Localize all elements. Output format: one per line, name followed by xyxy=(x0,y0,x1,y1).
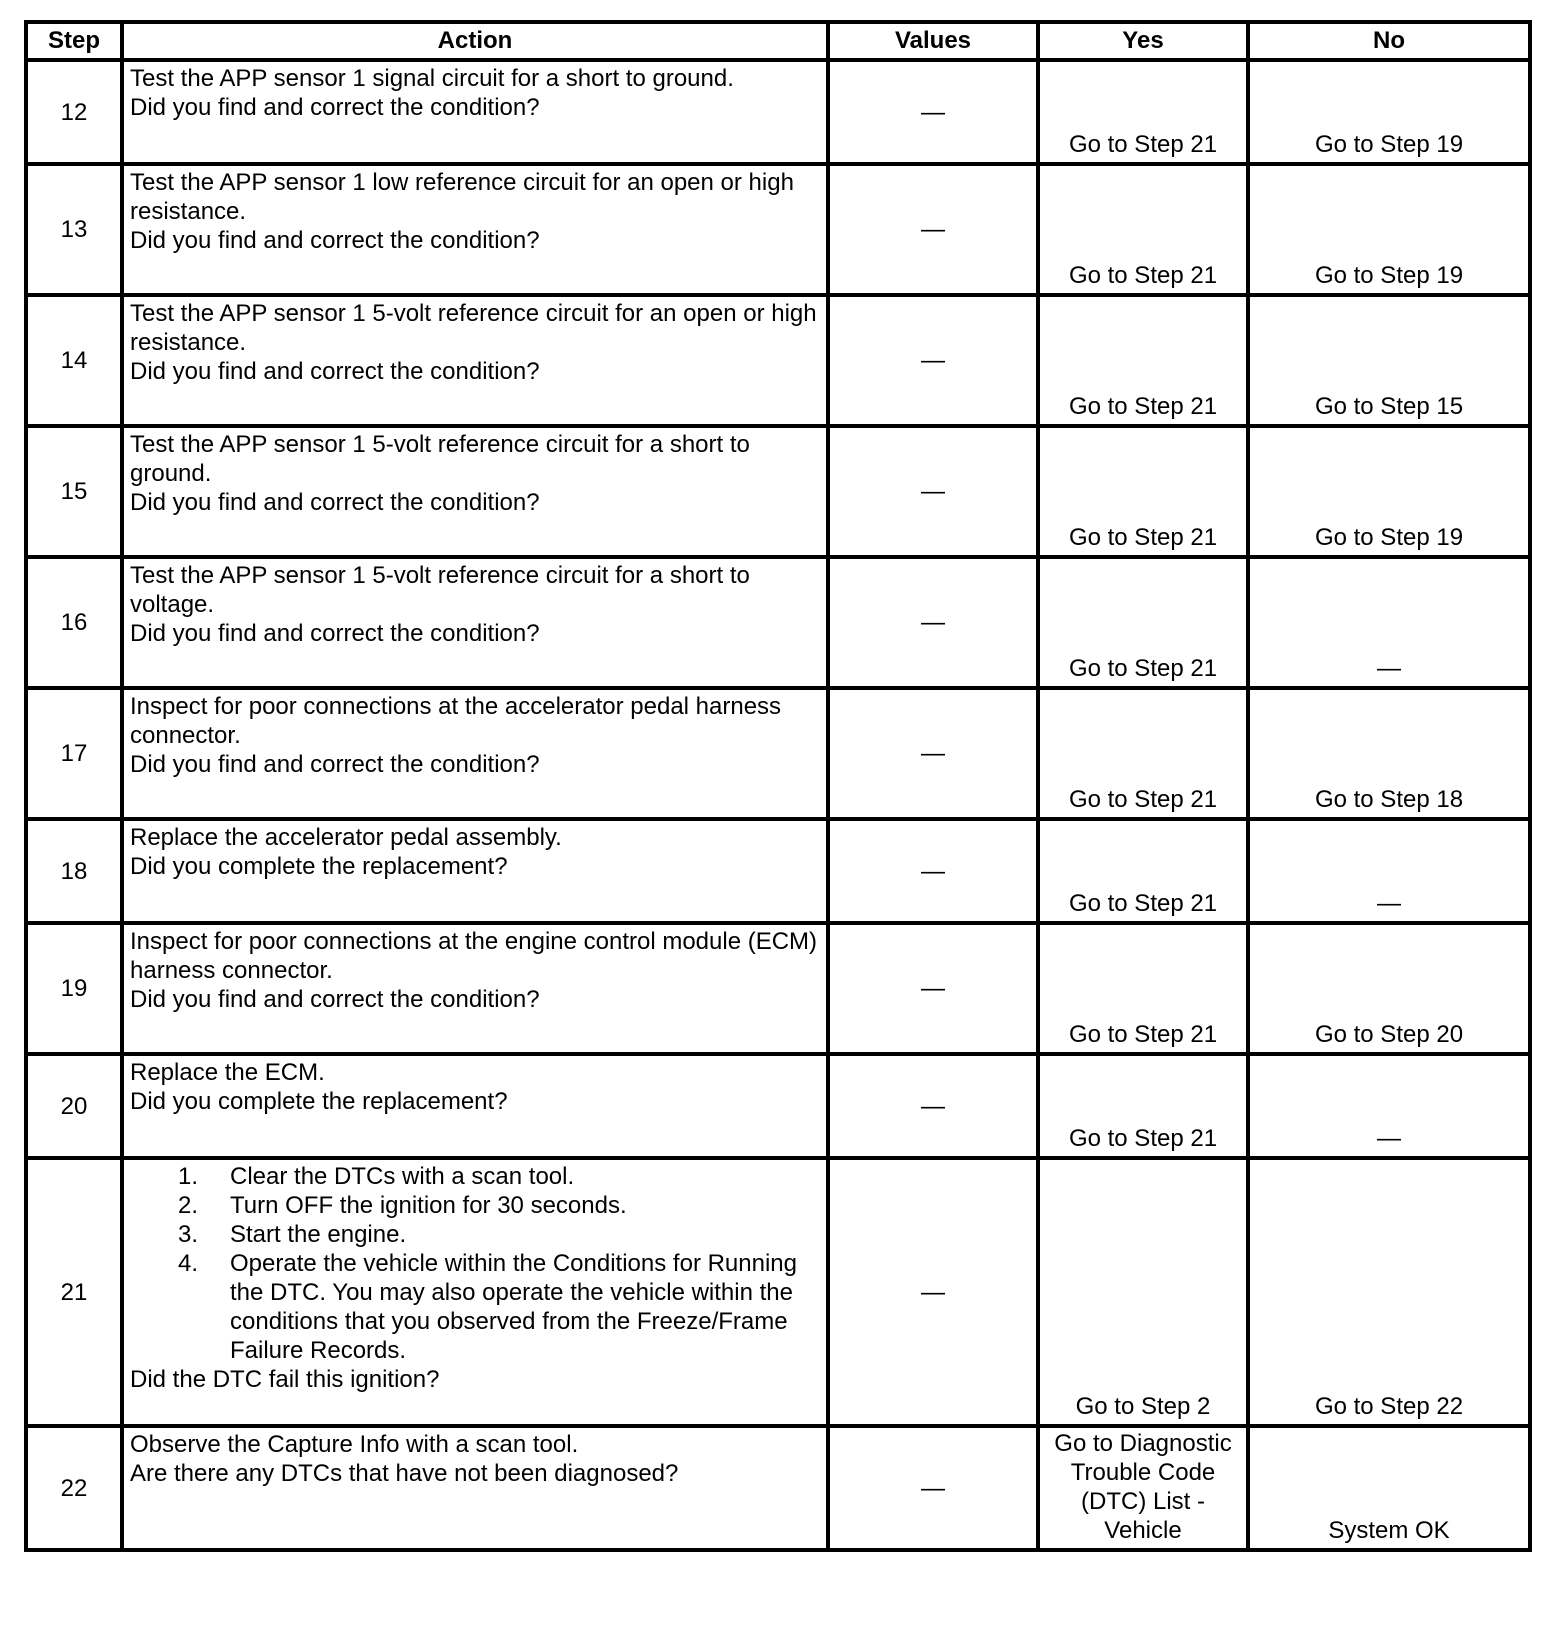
action-step-item: Start the engine. xyxy=(230,1221,407,1248)
action-question: Did you find and correct the condition? xyxy=(130,751,540,778)
table-row xyxy=(26,164,1530,295)
header-yes: Yes xyxy=(1038,22,1248,60)
values-cell: — xyxy=(828,688,1038,819)
table-row xyxy=(26,426,1530,557)
step-number: 17 xyxy=(26,688,122,819)
header-values: Values xyxy=(828,22,1038,60)
no-cell: — xyxy=(1248,819,1530,923)
no-cell: System OK xyxy=(1248,1426,1530,1550)
header-row xyxy=(26,22,1530,60)
values-cell: — xyxy=(828,557,1038,688)
no-cell: Go to Step 19 xyxy=(1248,60,1530,164)
no-cell: Go to Step 20 xyxy=(1248,923,1530,1054)
step-number: 21 xyxy=(26,1158,122,1426)
values-cell: — xyxy=(828,923,1038,1054)
action-question: Did you find and correct the condition? xyxy=(130,620,540,647)
yes-cell: Go to Step 21 xyxy=(1038,164,1248,295)
no-cell: Go to Step 18 xyxy=(1248,688,1530,819)
action-question: Are there any DTCs that have not been diagnosed? xyxy=(130,1460,679,1487)
action-text: Test the APP sensor 1 signal circuit for a short to ground. xyxy=(130,65,734,92)
action-cell xyxy=(122,1054,828,1158)
action-text: Test the APP sensor 1 low reference circuit for an open or high resistance. xyxy=(130,169,794,225)
action-cell xyxy=(122,164,828,295)
yes-cell: Go to Step 21 xyxy=(1038,295,1248,426)
action-step-item: Clear the DTCs with a scan tool. xyxy=(230,1163,575,1190)
values-cell: — xyxy=(828,164,1038,295)
step-number: 20 xyxy=(26,1054,122,1158)
values-cell: — xyxy=(828,295,1038,426)
action-text: Replace the ECM. xyxy=(130,1059,325,1086)
header-step: Step xyxy=(26,22,122,60)
action-question: Did you find and correct the condition? xyxy=(130,986,540,1013)
table-row xyxy=(26,60,1530,164)
action-text: Test the APP sensor 1 5-volt reference circuit for a short to ground. xyxy=(130,431,750,487)
step-number: 13 xyxy=(26,164,122,295)
no-cell: — xyxy=(1248,557,1530,688)
table-body xyxy=(26,60,1530,1550)
table-row xyxy=(26,295,1530,426)
table-row xyxy=(26,923,1530,1054)
no-cell: — xyxy=(1248,1054,1530,1158)
no-cell: Go to Step 22 xyxy=(1248,1158,1530,1426)
yes-cell: Go to Diagnostic Trouble Code (DTC) List - Vehicle xyxy=(1038,1426,1248,1550)
values-cell: — xyxy=(828,426,1038,557)
action-question: Did you complete the replacement? xyxy=(130,853,508,880)
action-cell xyxy=(122,819,828,923)
action-step-item: Operate the vehicle within the Conditions for Running the DTC. You may also operate the vehicle within the conditions that you observed from the Freeze/Frame Failure Records. xyxy=(230,1250,797,1364)
yes-cell: Go to Step 21 xyxy=(1038,819,1248,923)
step-number: 19 xyxy=(26,923,122,1054)
step-number: 14 xyxy=(26,295,122,426)
no-cell: Go to Step 19 xyxy=(1248,164,1530,295)
table-header xyxy=(26,22,1530,60)
diagnostic-table xyxy=(24,20,1532,1552)
action-text: Observe the Capture Info with a scan tool. xyxy=(130,1431,579,1458)
values-cell: — xyxy=(828,1054,1038,1158)
action-cell xyxy=(122,426,828,557)
no-cell: Go to Step 19 xyxy=(1248,426,1530,557)
step-number: 15 xyxy=(26,426,122,557)
action-cell xyxy=(122,60,828,164)
action-question: Did the DTC fail this ignition? xyxy=(130,1366,440,1393)
action-question: Did you find and correct the condition? xyxy=(130,358,540,385)
yes-cell: Go to Step 21 xyxy=(1038,1054,1248,1158)
values-cell: — xyxy=(828,60,1038,164)
table-row xyxy=(26,819,1530,923)
table-row xyxy=(26,1054,1530,1158)
action-step-item: Turn OFF the ignition for 30 seconds. xyxy=(230,1192,627,1219)
action-cell xyxy=(122,1158,828,1426)
action-question: Did you find and correct the condition? xyxy=(130,489,540,516)
action-text: Test the APP sensor 1 5-volt reference circuit for an open or high resistance. xyxy=(130,300,817,356)
action-cell xyxy=(122,1426,828,1550)
values-cell: — xyxy=(828,1426,1038,1550)
action-question: Did you find and correct the condition? xyxy=(130,94,540,121)
action-text: Test the APP sensor 1 5-volt reference circuit for a short to voltage. xyxy=(130,562,750,618)
table-row xyxy=(26,557,1530,688)
action-text: Inspect for poor connections at the accelerator pedal harness connector. xyxy=(130,693,782,749)
table-row xyxy=(26,1426,1530,1550)
header-no: No xyxy=(1248,22,1530,60)
yes-cell: Go to Step 21 xyxy=(1038,60,1248,164)
yes-cell: Go to Step 21 xyxy=(1038,688,1248,819)
action-text: Replace the accelerator pedal assembly. xyxy=(130,824,562,851)
step-number: 12 xyxy=(26,60,122,164)
step-number: 18 xyxy=(26,819,122,923)
yes-cell: Go to Step 21 xyxy=(1038,426,1248,557)
action-cell xyxy=(122,295,828,426)
action-cell xyxy=(122,688,828,819)
action-cell xyxy=(122,923,828,1054)
header-action: Action xyxy=(122,22,828,60)
step-number: 22 xyxy=(26,1426,122,1550)
no-cell: Go to Step 15 xyxy=(1248,295,1530,426)
yes-cell: Go to Step 2 xyxy=(1038,1158,1248,1426)
action-step-list xyxy=(130,1162,820,1365)
action-question: Did you find and correct the condition? xyxy=(130,227,540,254)
values-cell: — xyxy=(828,819,1038,923)
yes-cell: Go to Step 21 xyxy=(1038,923,1248,1054)
yes-cell: Go to Step 21 xyxy=(1038,557,1248,688)
step-number: 16 xyxy=(26,557,122,688)
action-cell xyxy=(122,557,828,688)
action-question: Did you complete the replacement? xyxy=(130,1088,508,1115)
values-cell: — xyxy=(828,1158,1038,1426)
table-row xyxy=(26,1158,1530,1426)
table-row xyxy=(26,688,1530,819)
action-text: Inspect for poor connections at the engine control module (ECM) harness connector. xyxy=(130,928,818,984)
